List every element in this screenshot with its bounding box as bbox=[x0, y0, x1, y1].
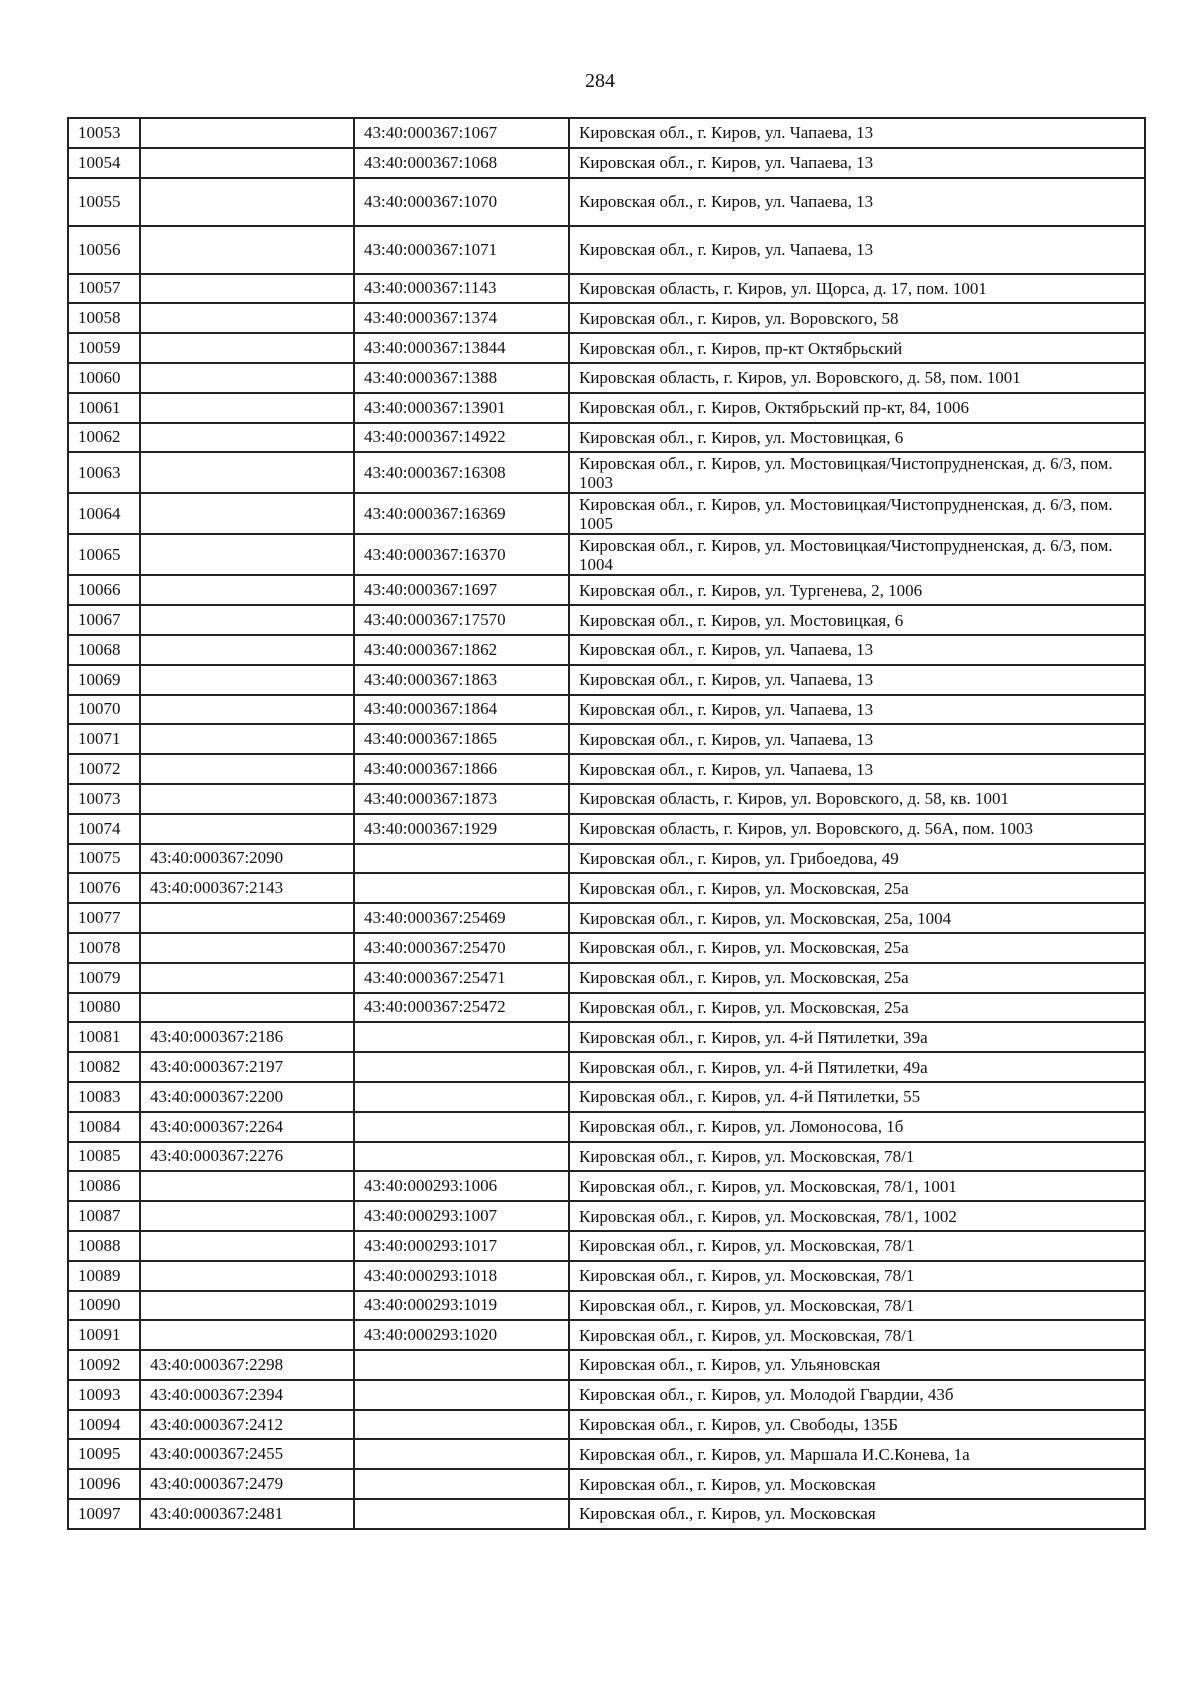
address-cell: Кировская обл., г. Киров, ул. Чапаева, 13 bbox=[569, 695, 1145, 725]
row-number-cell: 10095 bbox=[68, 1439, 140, 1469]
cadastral-number-cell bbox=[140, 695, 354, 725]
table-row bbox=[68, 665, 1145, 695]
row-number-cell: 10081 bbox=[68, 1022, 140, 1052]
row-number-cell: 10091 bbox=[68, 1320, 140, 1350]
registry-table-body bbox=[68, 118, 1145, 1529]
cadastral-number-cell: 43:40:000367:2186 bbox=[140, 1022, 354, 1052]
cadastral-number-cell bbox=[140, 963, 354, 993]
table-row bbox=[68, 148, 1145, 178]
row-number-cell: 10093 bbox=[68, 1380, 140, 1410]
row-number-cell: 10065 bbox=[68, 534, 140, 575]
address-cell: Кировская обл., г. Киров, ул. Чапаева, 13 bbox=[569, 226, 1145, 274]
premises-number-cell: 43:40:000367:25469 bbox=[354, 903, 569, 933]
premises-number-cell bbox=[354, 844, 569, 874]
premises-number-cell: 43:40:000367:25472 bbox=[354, 993, 569, 1023]
address-cell: Кировская обл., г. Киров, ул. Московская, 78/1 bbox=[569, 1261, 1145, 1291]
row-number-cell: 10087 bbox=[68, 1201, 140, 1231]
table-row bbox=[68, 1320, 1145, 1350]
address-cell: Кировская обл., г. Киров, ул. 4-й Пятилетки, 49а bbox=[569, 1052, 1145, 1082]
cadastral-number-cell: 43:40:000367:2455 bbox=[140, 1439, 354, 1469]
address-cell: Кировская обл., г. Киров, ул. Чапаева, 13 bbox=[569, 148, 1145, 178]
cadastral-number-cell bbox=[140, 303, 354, 333]
table-row bbox=[68, 1231, 1145, 1261]
cadastral-number-cell: 43:40:000367:2479 bbox=[140, 1469, 354, 1499]
table-row bbox=[68, 493, 1145, 534]
row-number-cell: 10059 bbox=[68, 333, 140, 363]
cadastral-number-cell bbox=[140, 1201, 354, 1231]
cadastral-number-cell bbox=[140, 423, 354, 453]
address-cell: Кировская обл., г. Киров, ул. Мостовицкая, 6 bbox=[569, 423, 1145, 453]
cadastral-number-cell bbox=[140, 814, 354, 844]
address-cell: Кировская обл., г. Киров, ул. Московская, 78/1 bbox=[569, 1142, 1145, 1172]
address-cell: Кировская обл., г. Киров, ул. Чапаева, 13 bbox=[569, 754, 1145, 784]
premises-number-cell: 43:40:000367:25470 bbox=[354, 933, 569, 963]
row-number-cell: 10073 bbox=[68, 784, 140, 814]
row-number-cell: 10080 bbox=[68, 993, 140, 1023]
premises-number-cell bbox=[354, 1112, 569, 1142]
premises-number-cell: 43:40:000367:17570 bbox=[354, 605, 569, 635]
cadastral-number-cell bbox=[140, 452, 354, 493]
table-row bbox=[68, 226, 1145, 274]
cadastral-number-cell bbox=[140, 1291, 354, 1321]
table-row bbox=[68, 993, 1145, 1023]
table-row bbox=[68, 1171, 1145, 1201]
row-number-cell: 10054 bbox=[68, 148, 140, 178]
premises-number-cell: 43:40:000367:1388 bbox=[354, 363, 569, 393]
address-cell: Кировская обл., г. Киров, ул. Чапаева, 13 bbox=[569, 724, 1145, 754]
address-cell: Кировская обл., г. Киров, ул. Тургенева, 2, 1006 bbox=[569, 575, 1145, 605]
premises-number-cell: 43:40:000367:1865 bbox=[354, 724, 569, 754]
table-row bbox=[68, 1112, 1145, 1142]
address-cell: Кировская обл., г. Киров, ул. 4-й Пятилетки, 55 bbox=[569, 1082, 1145, 1112]
cadastral-number-cell: 43:40:000367:2481 bbox=[140, 1499, 354, 1529]
cadastral-number-cell bbox=[140, 333, 354, 363]
premises-number-cell: 43:40:000367:16369 bbox=[354, 493, 569, 534]
premises-number-cell bbox=[354, 1052, 569, 1082]
table-row bbox=[68, 814, 1145, 844]
table-row bbox=[68, 1350, 1145, 1380]
premises-number-cell: 43:40:000367:1697 bbox=[354, 575, 569, 605]
row-number-cell: 10058 bbox=[68, 303, 140, 333]
table-row bbox=[68, 605, 1145, 635]
address-cell: Кировская обл., г. Киров, ул. Московская, 25а bbox=[569, 933, 1145, 963]
address-cell: Кировская обл., г. Киров, ул. Свободы, 135Б bbox=[569, 1410, 1145, 1440]
cadastral-number-cell bbox=[140, 178, 354, 226]
premises-number-cell: 43:40:000293:1020 bbox=[354, 1320, 569, 1350]
table-row bbox=[68, 1022, 1145, 1052]
registry-table bbox=[67, 117, 1146, 1530]
cadastral-number-cell bbox=[140, 605, 354, 635]
table-row bbox=[68, 178, 1145, 226]
cadastral-number-cell bbox=[140, 226, 354, 274]
cadastral-number-cell bbox=[140, 933, 354, 963]
premises-number-cell bbox=[354, 1082, 569, 1112]
cadastral-number-cell: 43:40:000367:2090 bbox=[140, 844, 354, 874]
address-cell: Кировская область, г. Киров, ул. Воровского, д. 56А, пом. 1003 bbox=[569, 814, 1145, 844]
cadastral-number-cell: 43:40:000367:2197 bbox=[140, 1052, 354, 1082]
address-cell: Кировская обл., г. Киров, ул. Московская bbox=[569, 1469, 1145, 1499]
row-number-cell: 10096 bbox=[68, 1469, 140, 1499]
row-number-cell: 10086 bbox=[68, 1171, 140, 1201]
row-number-cell: 10085 bbox=[68, 1142, 140, 1172]
table-row bbox=[68, 1052, 1145, 1082]
premises-number-cell: 43:40:000367:1863 bbox=[354, 665, 569, 695]
row-number-cell: 10076 bbox=[68, 873, 140, 903]
address-cell: Кировская обл., г. Киров, ул. Маршала И.С.Конева, 1а bbox=[569, 1439, 1145, 1469]
row-number-cell: 10077 bbox=[68, 903, 140, 933]
premises-number-cell bbox=[354, 1410, 569, 1440]
cadastral-number-cell bbox=[140, 363, 354, 393]
cadastral-number-cell bbox=[140, 118, 354, 148]
cadastral-number-cell bbox=[140, 393, 354, 423]
cadastral-number-cell bbox=[140, 274, 354, 304]
address-cell: Кировская обл., г. Киров, ул. Чапаева, 13 bbox=[569, 178, 1145, 226]
row-number-cell: 10078 bbox=[68, 933, 140, 963]
address-cell: Кировская область, г. Киров, ул. Воровского, д. 58, пом. 1001 bbox=[569, 363, 1145, 393]
row-number-cell: 10070 bbox=[68, 695, 140, 725]
table-row bbox=[68, 534, 1145, 575]
premises-number-cell bbox=[354, 873, 569, 903]
premises-number-cell: 43:40:000293:1006 bbox=[354, 1171, 569, 1201]
premises-number-cell: 43:40:000367:1873 bbox=[354, 784, 569, 814]
row-number-cell: 10088 bbox=[68, 1231, 140, 1261]
row-number-cell: 10069 bbox=[68, 665, 140, 695]
address-cell: Кировская обл., г. Киров, ул. Московская, 78/1, 1001 bbox=[569, 1171, 1145, 1201]
table-row bbox=[68, 1410, 1145, 1440]
premises-number-cell: 43:40:000293:1017 bbox=[354, 1231, 569, 1261]
row-number-cell: 10062 bbox=[68, 423, 140, 453]
row-number-cell: 10094 bbox=[68, 1410, 140, 1440]
table-row bbox=[68, 1142, 1145, 1172]
table-row bbox=[68, 1439, 1145, 1469]
premises-number-cell: 43:40:000293:1007 bbox=[354, 1201, 569, 1231]
premises-number-cell: 43:40:000367:1864 bbox=[354, 695, 569, 725]
table-row bbox=[68, 754, 1145, 784]
row-number-cell: 10063 bbox=[68, 452, 140, 493]
page-number: 284 bbox=[585, 70, 615, 92]
premises-number-cell bbox=[354, 1350, 569, 1380]
address-cell: Кировская обл., г. Киров, ул. Московская, 25а, 1004 bbox=[569, 903, 1145, 933]
address-cell: Кировская обл., г. Киров, ул. Московская, 78/1 bbox=[569, 1291, 1145, 1321]
row-number-cell: 10090 bbox=[68, 1291, 140, 1321]
address-cell: Кировская обл., г. Киров, Октябрьский пр-кт, 84, 1006 bbox=[569, 393, 1145, 423]
table-row bbox=[68, 844, 1145, 874]
cadastral-number-cell: 43:40:000367:2298 bbox=[140, 1350, 354, 1380]
row-number-cell: 10084 bbox=[68, 1112, 140, 1142]
address-cell: Кировская обл., г. Киров, ул. Воровского, 58 bbox=[569, 303, 1145, 333]
premises-number-cell bbox=[354, 1439, 569, 1469]
table-row bbox=[68, 695, 1145, 725]
premises-number-cell: 43:40:000367:16308 bbox=[354, 452, 569, 493]
address-cell: Кировская обл., г. Киров, ул. Чапаева, 13 bbox=[569, 635, 1145, 665]
table-row bbox=[68, 873, 1145, 903]
row-number-cell: 10075 bbox=[68, 844, 140, 874]
cadastral-number-cell bbox=[140, 754, 354, 784]
row-number-cell: 10089 bbox=[68, 1261, 140, 1291]
table-row bbox=[68, 1291, 1145, 1321]
premises-number-cell: 43:40:000367:1070 bbox=[354, 178, 569, 226]
premises-number-cell bbox=[354, 1380, 569, 1410]
table-row bbox=[68, 333, 1145, 363]
row-number-cell: 10072 bbox=[68, 754, 140, 784]
row-number-cell: 10082 bbox=[68, 1052, 140, 1082]
premises-number-cell: 43:40:000367:13901 bbox=[354, 393, 569, 423]
table-row bbox=[68, 1469, 1145, 1499]
premises-number-cell: 43:40:000367:14922 bbox=[354, 423, 569, 453]
premises-number-cell: 43:40:000367:1071 bbox=[354, 226, 569, 274]
address-cell: Кировская обл., г. Киров, ул. Чапаева, 13 bbox=[569, 665, 1145, 695]
cadastral-number-cell bbox=[140, 1261, 354, 1291]
premises-number-cell: 43:40:000367:1374 bbox=[354, 303, 569, 333]
table-row bbox=[68, 1261, 1145, 1291]
cadastral-number-cell bbox=[140, 724, 354, 754]
row-number-cell: 10056 bbox=[68, 226, 140, 274]
row-number-cell: 10061 bbox=[68, 393, 140, 423]
address-cell: Кировская обл., г. Киров, ул. Мостовицкая/Чистопрудненская, д. 6/3, пом. 1005 bbox=[569, 493, 1145, 534]
table-row bbox=[68, 1082, 1145, 1112]
cadastral-number-cell: 43:40:000367:2143 bbox=[140, 873, 354, 903]
address-cell: Кировская обл., г. Киров, ул. Ломоносова, 1б bbox=[569, 1112, 1145, 1142]
premises-number-cell: 43:40:000367:1143 bbox=[354, 274, 569, 304]
premises-number-cell bbox=[354, 1499, 569, 1529]
table-row bbox=[68, 933, 1145, 963]
row-number-cell: 10071 bbox=[68, 724, 140, 754]
table-row bbox=[68, 393, 1145, 423]
address-cell: Кировская обл., г. Киров, ул. 4-й Пятилетки, 39а bbox=[569, 1022, 1145, 1052]
table-row bbox=[68, 784, 1145, 814]
table-row bbox=[68, 274, 1145, 304]
row-number-cell: 10067 bbox=[68, 605, 140, 635]
cadastral-number-cell bbox=[140, 993, 354, 1023]
table-row bbox=[68, 963, 1145, 993]
address-cell: Кировская обл., г. Киров, ул. Мостовицкая/Чистопрудненская, д. 6/3, пом. 1003 bbox=[569, 452, 1145, 493]
cadastral-number-cell bbox=[140, 534, 354, 575]
row-number-cell: 10079 bbox=[68, 963, 140, 993]
row-number-cell: 10092 bbox=[68, 1350, 140, 1380]
row-number-cell: 10053 bbox=[68, 118, 140, 148]
table-row bbox=[68, 1380, 1145, 1410]
address-cell: Кировская обл., г. Киров, ул. Московская bbox=[569, 1499, 1145, 1529]
row-number-cell: 10057 bbox=[68, 274, 140, 304]
row-number-cell: 10064 bbox=[68, 493, 140, 534]
table-row bbox=[68, 303, 1145, 333]
cadastral-number-cell: 43:40:000367:2200 bbox=[140, 1082, 354, 1112]
row-number-cell: 10068 bbox=[68, 635, 140, 665]
premises-number-cell: 43:40:000293:1018 bbox=[354, 1261, 569, 1291]
cadastral-number-cell bbox=[140, 1171, 354, 1201]
address-cell: Кировская обл., г. Киров, ул. Московская, 25а bbox=[569, 873, 1145, 903]
cadastral-number-cell: 43:40:000367:2276 bbox=[140, 1142, 354, 1172]
premises-number-cell: 43:40:000367:1068 bbox=[354, 148, 569, 178]
address-cell: Кировская обл., г. Киров, ул. Грибоедова, 49 bbox=[569, 844, 1145, 874]
address-cell: Кировская обл., г. Киров, ул. Ульяновская bbox=[569, 1350, 1145, 1380]
premises-number-cell: 43:40:000367:13844 bbox=[354, 333, 569, 363]
cadastral-number-cell bbox=[140, 635, 354, 665]
cadastral-number-cell: 43:40:000367:2394 bbox=[140, 1380, 354, 1410]
premises-number-cell bbox=[354, 1469, 569, 1499]
premises-number-cell bbox=[354, 1022, 569, 1052]
cadastral-number-cell bbox=[140, 903, 354, 933]
address-cell: Кировская обл., г. Киров, ул. Молодой Гвардии, 43б bbox=[569, 1380, 1145, 1410]
cadastral-number-cell bbox=[140, 493, 354, 534]
row-number-cell: 10066 bbox=[68, 575, 140, 605]
table-row bbox=[68, 575, 1145, 605]
address-cell: Кировская обл., г. Киров, ул. Чапаева, 13 bbox=[569, 118, 1145, 148]
cadastral-number-cell bbox=[140, 148, 354, 178]
address-cell: Кировская область, г. Киров, ул. Щорса, д. 17, пом. 1001 bbox=[569, 274, 1145, 304]
cadastral-number-cell bbox=[140, 575, 354, 605]
cadastral-number-cell bbox=[140, 784, 354, 814]
table-row bbox=[68, 1499, 1145, 1529]
row-number-cell: 10097 bbox=[68, 1499, 140, 1529]
row-number-cell: 10055 bbox=[68, 178, 140, 226]
premises-number-cell: 43:40:000367:16370 bbox=[354, 534, 569, 575]
address-cell: Кировская обл., г. Киров, ул. Московская, 78/1, 1002 bbox=[569, 1201, 1145, 1231]
address-cell: Кировская область, г. Киров, ул. Воровского, д. 58, кв. 1001 bbox=[569, 784, 1145, 814]
address-cell: Кировская обл., г. Киров, ул. Московская, 78/1 bbox=[569, 1320, 1145, 1350]
table-row bbox=[68, 724, 1145, 754]
table-row bbox=[68, 1201, 1145, 1231]
premises-number-cell: 43:40:000367:1929 bbox=[354, 814, 569, 844]
table-row bbox=[68, 635, 1145, 665]
address-cell: Кировская обл., г. Киров, пр-кт Октябрьский bbox=[569, 333, 1145, 363]
cadastral-number-cell: 43:40:000367:2264 bbox=[140, 1112, 354, 1142]
address-cell: Кировская обл., г. Киров, ул. Мостовицкая/Чистопрудненская, д. 6/3, пом. 1004 bbox=[569, 534, 1145, 575]
address-cell: Кировская обл., г. Киров, ул. Московская, 25а bbox=[569, 993, 1145, 1023]
premises-number-cell bbox=[354, 1142, 569, 1172]
table-row bbox=[68, 903, 1145, 933]
table-row bbox=[68, 452, 1145, 493]
premises-number-cell: 43:40:000367:25471 bbox=[354, 963, 569, 993]
row-number-cell: 10083 bbox=[68, 1082, 140, 1112]
cadastral-number-cell bbox=[140, 1231, 354, 1261]
premises-number-cell: 43:40:000367:1866 bbox=[354, 754, 569, 784]
premises-number-cell: 43:40:000367:1862 bbox=[354, 635, 569, 665]
address-cell: Кировская обл., г. Киров, ул. Московская, 25а bbox=[569, 963, 1145, 993]
row-number-cell: 10060 bbox=[68, 363, 140, 393]
table-row bbox=[68, 118, 1145, 148]
table-row bbox=[68, 363, 1145, 393]
address-cell: Кировская обл., г. Киров, ул. Мостовицкая, 6 bbox=[569, 605, 1145, 635]
premises-number-cell: 43:40:000293:1019 bbox=[354, 1291, 569, 1321]
cadastral-number-cell bbox=[140, 1320, 354, 1350]
table-row bbox=[68, 423, 1145, 453]
cadastral-number-cell: 43:40:000367:2412 bbox=[140, 1410, 354, 1440]
row-number-cell: 10074 bbox=[68, 814, 140, 844]
address-cell: Кировская обл., г. Киров, ул. Московская, 78/1 bbox=[569, 1231, 1145, 1261]
premises-number-cell: 43:40:000367:1067 bbox=[354, 118, 569, 148]
cadastral-number-cell bbox=[140, 665, 354, 695]
